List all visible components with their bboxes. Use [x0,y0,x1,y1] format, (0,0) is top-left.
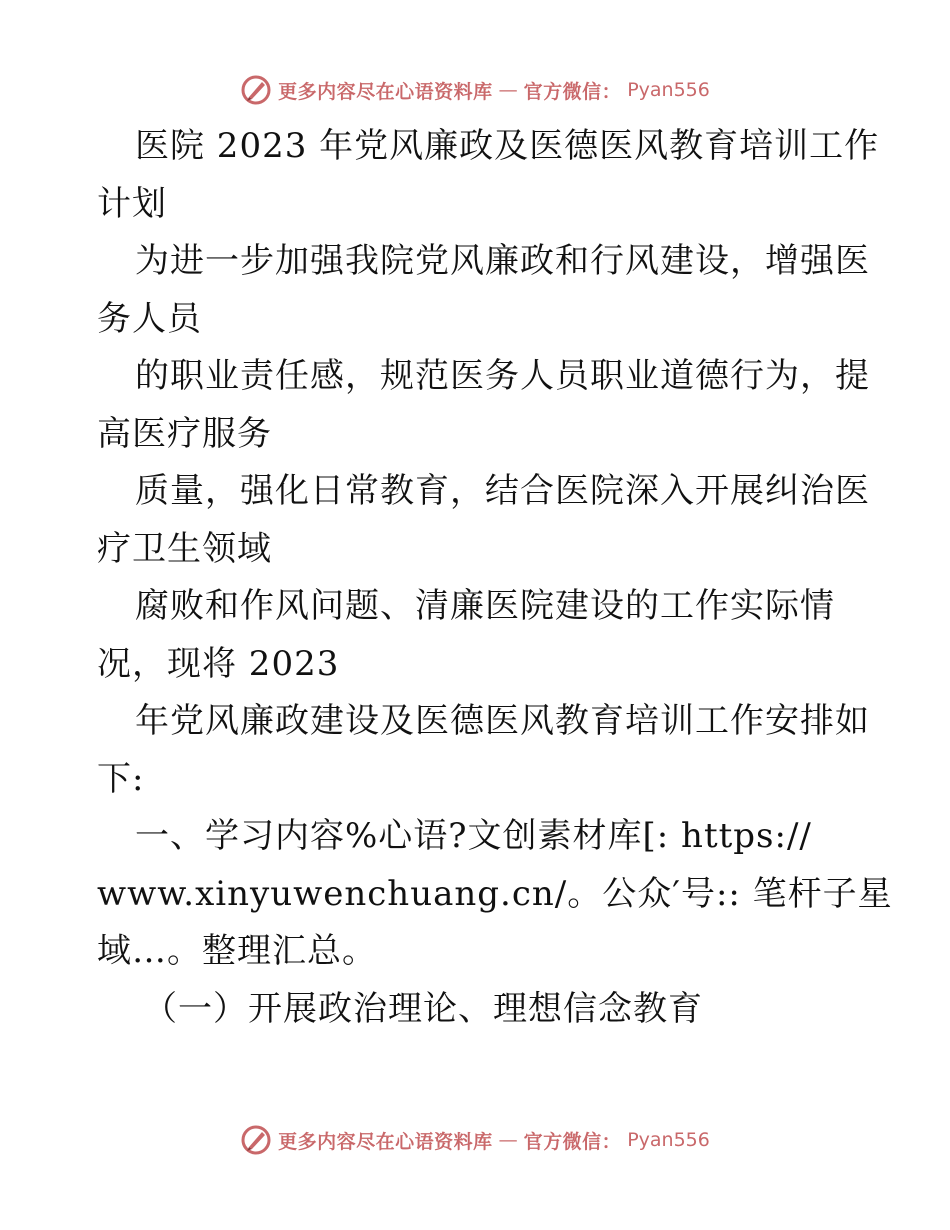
paragraph-line: 下: [97,758,145,799]
banner-wechat-id: Pyan556 [627,79,710,101]
quill-pen-logo-icon [240,74,272,106]
banner-wechat-label: 官方微信： [523,80,622,103]
section-heading-line: 一、学习内容%心语?文创素材库[: https:// [135,816,812,856]
section-heading-url-line: www.xinyuwenchuang.cn/。公众′号:: 笔杆子星 [97,873,893,914]
paragraph-line: 为进一步加强我院党风廉政和行风建设，增强医 [135,241,870,281]
paragraph-line: 质量，强化日常教育，结合医院深入开展纠治医 [135,471,870,511]
paragraph-line: 疗卫生领域 [97,528,272,569]
document-body [97,118,893,1038]
banner-separator: — [498,79,518,101]
paragraph-line: 腐败和作风问题、清廉医院建设的工作实际情 [135,586,835,626]
banner-wechat-label: 官方微信： [523,1130,622,1153]
paragraph-line: 的职业责任感，规范医务人员职业道德行为，提 [135,356,870,396]
subsection-heading: （一）开展政治理论、理想信念教育 [143,988,703,1029]
paragraph-line: 况，现将 2023 [97,643,340,684]
quill-pen-logo-icon [240,1124,272,1156]
banner-main-text: 更多内容尽在心语资料库 [278,1130,493,1153]
footer-watermark-banner [0,1120,950,1160]
document-title-line-1: 医院 2023 年党风廉政及医德医风教育培训工作 [135,126,880,166]
section-heading-tail-line: 域…。整理汇总。 [97,931,377,971]
paragraph-line: 高医疗服务 [97,413,272,454]
paragraph-line: 年党风廉政建设及医德医风教育培训工作安排如 [135,701,870,741]
document-title-line-2: 计划 [97,183,167,224]
banner-wechat-id: Pyan556 [627,1129,710,1151]
header-watermark-banner [0,70,950,110]
banner-separator: — [498,1129,518,1151]
banner-main-text: 更多内容尽在心语资料库 [278,80,493,103]
paragraph-line: 务人员 [97,298,202,339]
